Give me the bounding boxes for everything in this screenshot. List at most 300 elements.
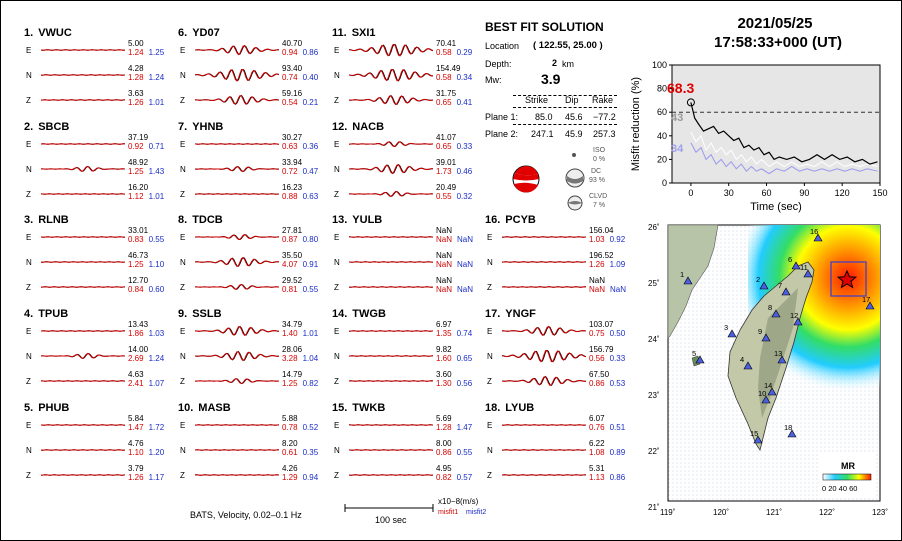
station-number: 5.	[24, 402, 34, 414]
station-number: 4.	[24, 308, 34, 320]
misfit1-value: 0.88	[282, 192, 298, 201]
misfit2-value: 1.07	[148, 379, 165, 388]
misfit-values	[128, 192, 180, 201]
station-number: 16.	[485, 214, 501, 226]
observed-trace	[195, 69, 279, 81]
misfit-values	[282, 73, 334, 82]
waveform-trace	[195, 281, 279, 294]
component-label: Z	[180, 96, 185, 105]
misfit2-value: 1.04	[302, 354, 319, 363]
waveform-trace	[195, 419, 279, 432]
component-label: N	[334, 71, 340, 80]
trace-values	[282, 158, 334, 176]
peak-amplitude: 8.00	[436, 439, 452, 448]
misfit1-value: 0.74	[282, 73, 298, 82]
station-title	[178, 121, 223, 133]
waveform-trace	[502, 375, 586, 388]
peak-amplitude: 8.20	[282, 439, 298, 448]
component-label: E	[334, 233, 340, 242]
peak-amplitude: 33.01	[128, 226, 149, 235]
component-label: N	[334, 258, 340, 267]
peak-amplitude: NaN	[436, 251, 453, 260]
misfit1-value: 0.58	[436, 48, 452, 57]
peak-amplitude: 5.00	[128, 39, 144, 48]
waveform-trace	[195, 469, 279, 482]
misfit2-value: 1.25	[148, 48, 165, 57]
misfit1-value: 0.61	[282, 448, 298, 457]
trace-values	[282, 320, 334, 338]
station-marker-label: 16	[810, 227, 819, 236]
misfit-values	[128, 48, 180, 57]
peak-amplitude: 6.22	[589, 439, 605, 448]
peak-amplitude: 5.88	[282, 414, 298, 423]
trace-values	[128, 64, 180, 82]
component-label: E	[26, 46, 32, 55]
misfit2-value: 0.34	[456, 73, 473, 82]
trace-values	[282, 439, 334, 457]
misfit2-value: 0.55	[148, 235, 165, 244]
misfit-values	[128, 98, 180, 107]
trace-values	[128, 133, 180, 151]
waveform-trace	[349, 231, 433, 244]
location-label: Location	[485, 41, 520, 51]
station-number: 2.	[24, 121, 34, 133]
waveform-trace	[349, 94, 433, 107]
misfit1-legend: misfit1	[438, 509, 459, 516]
waveform-trace	[502, 231, 586, 244]
peak-amplitude: 33.94	[282, 158, 303, 167]
misfit1-value: 1.08	[589, 448, 605, 457]
units-label: x10−8(m/s)	[438, 497, 479, 506]
station-number: 8.	[178, 214, 188, 226]
misfit2-value: 1.01	[302, 329, 319, 338]
component-label: E	[26, 327, 32, 336]
synthetic-trace	[41, 353, 125, 358]
station-marker-label: 2	[756, 275, 761, 284]
peak-amplitude: 154.49	[436, 64, 461, 73]
misfit-values	[436, 192, 488, 201]
component-label: E	[180, 140, 186, 149]
trace-values	[436, 39, 488, 57]
time-scale-label: 100 sec	[375, 515, 407, 525]
misfit2-value: NaN	[457, 285, 474, 294]
component-label: E	[487, 233, 493, 242]
misfit2-value: NaN	[457, 235, 474, 244]
misfit-values	[128, 423, 180, 432]
waveform-trace	[41, 419, 125, 432]
station-title	[24, 27, 72, 39]
y-tick-label: 20	[656, 154, 667, 165]
misfit1-value: NaN	[436, 285, 453, 294]
peak-amplitude: 40.70	[282, 39, 303, 48]
misfit-values	[282, 142, 334, 151]
misfit2-value: 0.89	[609, 448, 626, 457]
misfit1-value: 0.76	[589, 423, 605, 432]
misfit-values	[282, 192, 334, 201]
mr-legend-ticks: 0 20 40 60	[822, 484, 858, 493]
station-code: TPUB	[38, 308, 69, 320]
misfit2-value: 0.21	[302, 98, 319, 107]
waveform-trace	[41, 163, 125, 176]
station-marker-label: 8	[768, 303, 773, 312]
misfit2-value: 0.80	[302, 235, 319, 244]
misfit-values	[282, 167, 334, 176]
waveform-trace	[502, 350, 586, 363]
peak-amplitude: 27.81	[282, 226, 303, 235]
station-code: TWGB	[352, 308, 386, 320]
station-marker-label: 3	[724, 323, 729, 332]
component-label: N	[26, 71, 32, 80]
misfit1-value: 0.54	[282, 98, 298, 107]
misfit2-value: 0.82	[302, 379, 319, 388]
component-label: Z	[487, 471, 492, 480]
synthetic-trace	[349, 96, 433, 105]
misfit-values	[436, 354, 488, 363]
component-label: N	[26, 165, 32, 174]
waveform-trace	[349, 138, 433, 151]
waveform-trace	[41, 138, 125, 151]
dc-value: 93 %	[589, 177, 605, 184]
misfit-values	[589, 329, 641, 338]
depth-label: Depth:	[485, 59, 512, 69]
misfit1-value: 0.86	[589, 379, 605, 388]
station-title	[24, 121, 69, 133]
waveform-trace	[41, 325, 125, 338]
component-label: Z	[334, 283, 339, 292]
waveform-trace	[349, 375, 433, 388]
component-label: N	[487, 258, 493, 267]
rake-header: Rake	[592, 95, 614, 105]
station-marker-label: 1	[680, 270, 685, 279]
waveform-trace	[502, 469, 586, 482]
misfit2-value: 0.46	[456, 167, 473, 176]
component-label: N	[334, 165, 340, 174]
waveform-trace	[195, 231, 279, 244]
station-marker-label: 9	[758, 327, 763, 336]
trace-values	[282, 133, 334, 151]
misfit-values	[282, 329, 334, 338]
station-marker-label: 11	[800, 263, 808, 272]
station-title	[178, 402, 231, 414]
misfit2-value: 1.24	[148, 73, 165, 82]
misfit1-value: 1.26	[128, 473, 144, 482]
misfit2-value: 0.53	[609, 379, 626, 388]
x-tick-label: 60	[761, 188, 772, 198]
best-fit-solution-panel	[485, 18, 625, 218]
peak-amplitude: 16.20	[128, 183, 149, 192]
component-label: N	[334, 446, 340, 455]
x-tick-label: 30	[723, 188, 734, 198]
trace-values	[128, 276, 180, 294]
misfit1-value: 1.10	[128, 448, 144, 457]
misfit2-value: 0.41	[456, 98, 473, 107]
station-title	[178, 214, 223, 226]
misfit-values	[436, 285, 488, 294]
misfit1-value: 1.25	[128, 167, 144, 176]
event-time: 17:58:33+000 (UT)	[714, 34, 842, 51]
station-title	[24, 214, 69, 226]
misfit1-value: 1.03	[589, 235, 605, 244]
plane1-strike: 85.0	[535, 112, 553, 122]
misfit2-value: 0.65	[456, 354, 473, 363]
solution-heading: BEST FIT SOLUTION	[485, 20, 604, 34]
misfit1-value: 2.41	[128, 379, 144, 388]
misfit1-value: 0.55	[436, 192, 452, 201]
component-label: E	[334, 46, 340, 55]
station-code: LYUB	[505, 402, 535, 414]
misfit-values	[282, 379, 334, 388]
trace-values	[282, 39, 334, 57]
misfit-values	[128, 142, 180, 151]
event-date: 2021/05/25	[737, 15, 813, 32]
station-code: YULB	[352, 214, 383, 226]
peak-amplitude: 14.79	[282, 370, 303, 379]
x-axis-label: Time (sec)	[750, 201, 802, 213]
station-number: 18.	[485, 402, 501, 414]
mw-value: 3.9	[541, 71, 561, 87]
trace-values	[436, 439, 488, 457]
plane2-strike: 247.1	[531, 129, 554, 139]
misfit2-value: 0.55	[302, 285, 319, 294]
synthetic-trace	[195, 69, 279, 81]
misfit2-value: 1.43	[148, 167, 165, 176]
waveform-trace	[502, 281, 586, 294]
misfit-values	[128, 260, 180, 269]
trace-values	[589, 439, 641, 457]
station-title	[178, 308, 222, 320]
longitude-tick-label: 119˚	[660, 508, 676, 517]
trace-values	[128, 226, 180, 244]
waveform-trace	[195, 325, 279, 338]
peak-amplitude: 35.50	[282, 251, 303, 260]
station-title	[24, 308, 68, 320]
misfit2-value: 0.55	[456, 448, 473, 457]
misfit-values	[282, 354, 334, 363]
misfit-values	[436, 235, 488, 244]
component-label: Z	[334, 190, 339, 199]
peak-amplitude: 4.95	[436, 464, 452, 473]
station-code: SSLB	[192, 308, 222, 320]
trace-values	[589, 226, 641, 244]
peak-amplitude: 5.84	[128, 414, 144, 423]
waveform-trace	[195, 94, 279, 107]
station-code: YNGF	[505, 308, 536, 320]
misfit-values	[436, 379, 488, 388]
longitude-tick-label: 120˚	[713, 508, 730, 517]
component-label: N	[180, 352, 186, 361]
misfit2-value: 0.57	[456, 473, 473, 482]
longitude-tick-label: 123˚	[872, 508, 889, 517]
peak-amplitude: 4.28	[128, 64, 144, 73]
station-marker-label: 6	[788, 255, 793, 264]
trace-values	[436, 370, 488, 388]
misfit2-value: 1.20	[148, 448, 165, 457]
peak-amplitude: 28.06	[282, 345, 303, 354]
station-number: 15.	[332, 402, 348, 414]
peak-amplitude: 4.63	[128, 370, 144, 379]
waveform-trace	[349, 69, 433, 82]
station-number: 13.	[332, 214, 348, 226]
misfit2-value: 1.24	[148, 354, 165, 363]
misfit1-value: NaN	[436, 235, 453, 244]
waveform-trace	[195, 69, 279, 82]
trace-values	[282, 89, 334, 107]
peak-amplitude: 5.69	[436, 414, 452, 423]
waveform-trace	[502, 444, 586, 457]
misfit1-value: 0.65	[436, 98, 452, 107]
peak-amplitude: 6.97	[436, 320, 452, 329]
misfit1-value: 1.24	[128, 48, 144, 57]
misfit2-value: 0.86	[609, 473, 626, 482]
peak-amplitude: 29.52	[282, 276, 303, 285]
waveform-trace	[41, 94, 125, 107]
misfit-values	[589, 448, 641, 457]
trace-values	[436, 158, 488, 176]
misfit1-value: 1.30	[436, 379, 452, 388]
component-label: Z	[334, 377, 339, 386]
synthetic-trace	[195, 46, 279, 55]
misfit1-value: 0.82	[436, 473, 452, 482]
station-map	[648, 218, 898, 520]
mr-label-34: 34	[671, 143, 684, 155]
misfit-values	[589, 473, 641, 482]
trace-values	[282, 345, 334, 363]
trace-values	[282, 251, 334, 269]
misfit1-value: 1.60	[436, 354, 452, 363]
misfit1-value: 1.13	[589, 473, 605, 482]
misfit2-value: 0.51	[609, 423, 626, 432]
misfit2-value: 0.33	[456, 142, 473, 151]
peak-amplitude: 103.07	[589, 320, 614, 329]
misfit2-value: 0.94	[302, 473, 319, 482]
misfit2-value: 1.03	[148, 329, 165, 338]
y-tick-label: 0	[661, 178, 667, 188]
misfit1-value: 1.25	[282, 379, 298, 388]
longitude-tick-label: 122˚	[819, 508, 836, 517]
latitude-tick-label: 24˚	[648, 335, 660, 344]
trace-values	[589, 276, 641, 294]
misfit2-value: 0.29	[456, 48, 473, 57]
waveform-trace	[41, 44, 125, 57]
waveform-trace	[349, 350, 433, 363]
misfit1-value: 1.29	[282, 473, 298, 482]
component-label: N	[180, 71, 186, 80]
component-label: Z	[180, 471, 185, 480]
y-tick-label: 80	[656, 83, 667, 94]
misfit1-value: 0.72	[282, 167, 298, 176]
misfit2-value: 1.47	[456, 423, 473, 432]
waveform-trace	[349, 419, 433, 432]
trace-values	[436, 276, 488, 294]
misfit1-value: 0.63	[282, 142, 298, 151]
station-title	[332, 27, 376, 39]
station-code: MASB	[198, 402, 231, 414]
trace-values	[128, 439, 180, 457]
waveform-trace	[195, 188, 279, 201]
peak-amplitude: 9.82	[436, 345, 452, 354]
misfit1-value: NaN	[589, 285, 606, 294]
misfit2-value: 0.63	[302, 192, 319, 201]
trace-values	[436, 226, 488, 244]
station-code: NACB	[352, 121, 385, 133]
misfit2-value: 0.74	[456, 329, 473, 338]
component-label: E	[180, 233, 186, 242]
trace-values	[436, 345, 488, 363]
iso-value: 0 %	[593, 156, 606, 163]
misfit2-legend: misfit2	[466, 509, 487, 516]
misfit2-value: 0.52	[302, 423, 319, 432]
misfit-values	[128, 354, 180, 363]
peak-amplitude: NaN	[436, 276, 453, 285]
peak-amplitude: NaN	[436, 226, 453, 235]
waveform-trace	[349, 188, 433, 201]
peak-amplitude: 12.70	[128, 276, 149, 285]
misfit1-value: 0.92	[128, 142, 144, 151]
misfit2-value: 0.32	[456, 192, 473, 201]
waveform-trace	[195, 163, 279, 176]
waveform-trace	[41, 188, 125, 201]
station-marker-label: 13	[774, 349, 783, 358]
misfit1-value: 4.07	[282, 260, 298, 269]
misfit2-value: 0.71	[148, 142, 165, 151]
misfit2-value: 0.92	[609, 235, 626, 244]
depth-value: 2	[552, 58, 558, 68]
misfit-values	[436, 448, 488, 457]
time-scale-bar	[344, 502, 434, 514]
component-label: Z	[26, 96, 31, 105]
trace-values	[436, 183, 488, 201]
peak-amplitude: 70.41	[436, 39, 457, 48]
peak-amplitude: 39.01	[436, 158, 457, 167]
misfit-values	[589, 354, 641, 363]
waveform-trace	[502, 325, 586, 338]
misfit2-value: 1.72	[148, 423, 165, 432]
misfit-values	[436, 48, 488, 57]
peak-amplitude: 31.75	[436, 89, 457, 98]
depth-unit: km	[562, 59, 574, 69]
latitude-tick-label: 22˚	[648, 447, 660, 456]
misfit1-value: 1.28	[436, 423, 452, 432]
plane2-dip: 45.9	[565, 129, 583, 139]
station-number: 11.	[332, 27, 347, 39]
synthetic-trace	[41, 166, 125, 171]
misfit1-value: 1.26	[128, 98, 144, 107]
misfit-values	[128, 235, 180, 244]
trace-values	[436, 320, 488, 338]
synthetic-trace	[349, 192, 433, 197]
misfit2-value: 1.10	[148, 260, 165, 269]
misfit1-value: 0.83	[128, 235, 144, 244]
peak-amplitude: NaN	[589, 276, 606, 285]
peak-amplitude: 3.60	[436, 370, 452, 379]
trace-values	[128, 464, 180, 482]
misfit-values	[282, 423, 334, 432]
iso-label: ISO	[593, 147, 606, 154]
station-number: 1.	[24, 27, 34, 39]
station-title	[178, 27, 220, 39]
misfit2-value: 0.33	[609, 354, 626, 363]
x-tick-label: 90	[799, 188, 810, 198]
station-number: 6.	[178, 27, 188, 39]
component-label: Z	[26, 283, 31, 292]
trace-values	[436, 414, 488, 432]
misfit1-value: 1.35	[436, 329, 452, 338]
misfit1-value: 0.81	[282, 285, 298, 294]
peak-amplitude: 14.00	[128, 345, 149, 354]
component-label: Z	[180, 283, 185, 292]
waveform-trace	[349, 444, 433, 457]
misfit-values	[436, 73, 488, 82]
